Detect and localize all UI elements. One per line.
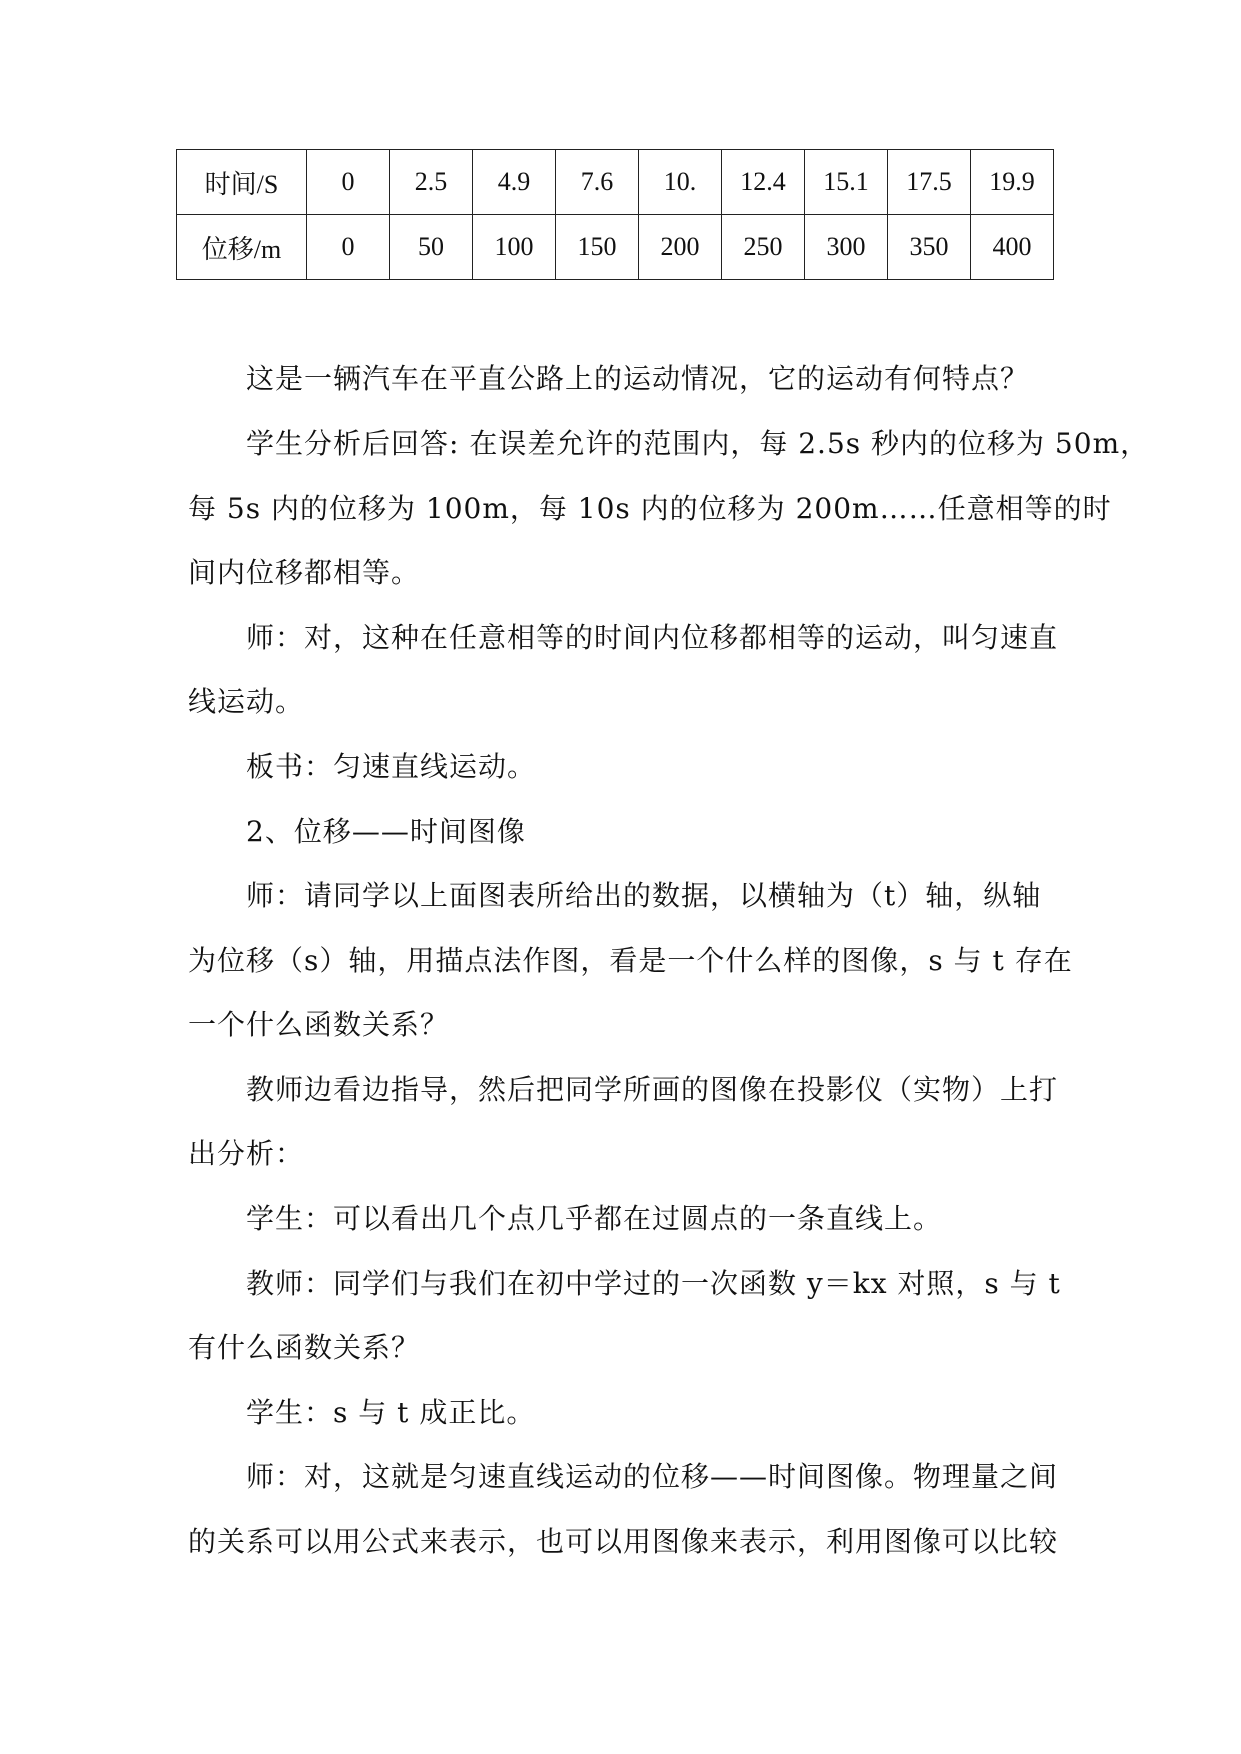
text-line: 板书：匀速直线运动。: [246, 750, 537, 783]
text-line: 师：对，这就是匀速直线运动的位移——时间图像。物理量之间: [246, 1460, 1059, 1493]
text-line: 师：对，这种在任意相等的时间内位移都相等的运动，叫匀速直: [246, 621, 1059, 654]
text-line: 每 5s 内的位移为 100m，每 10s 内的位移为 200m……任意相等的时: [188, 492, 1112, 525]
table-cell: 2.5: [390, 150, 473, 215]
table-cell: 250: [722, 215, 805, 280]
text-line: 教师：同学们与我们在初中学过的一次函数 y＝kx 对照，s 与 t: [246, 1267, 1061, 1300]
table-cell: 17.5: [888, 150, 971, 215]
table-cell: 50: [390, 215, 473, 280]
text-line: 师：请同学以上面图表所给出的数据，以横轴为（t）轴，纵轴: [246, 879, 1042, 912]
table-cell: 150: [556, 215, 639, 280]
text-line: 学生：s 与 t 成正比。: [246, 1396, 536, 1429]
table-cell: 300: [805, 215, 888, 280]
table-cell: 200: [639, 215, 722, 280]
table-cell: 100: [473, 215, 556, 280]
table-cell: 19.9: [971, 150, 1054, 215]
table-cell: 350: [888, 215, 971, 280]
text-line: 线运动。: [188, 685, 305, 718]
table-cell: 10.: [639, 150, 722, 215]
text-line: 为位移（s）轴，用描点法作图，看是一个什么样的图像，s 与 t 存在: [188, 944, 1073, 977]
text-line: 这是一辆汽车在平直公路上的运动情况，它的运动有何特点？: [246, 362, 1030, 395]
table-cell: 12.4: [722, 150, 805, 215]
table-row-header: 时间/S: [177, 150, 307, 215]
text-line: 学生：可以看出几个点几乎都在过圆点的一条直线上。: [246, 1202, 943, 1235]
text-line: 教师边看边指导，然后把同学所画的图像在投影仪（实物）上打: [246, 1073, 1059, 1106]
text-line: 出分析：: [188, 1137, 305, 1170]
text-line: 间内位移都相等。: [188, 556, 421, 589]
text-line: 的关系可以用公式来表示，也可以用图像来表示，利用图像可以比较: [188, 1525, 1059, 1558]
section-heading: 2、位移——时间图像: [246, 815, 526, 848]
table-row-displacement: [177, 215, 1054, 280]
table-cell: 400: [971, 215, 1054, 280]
table-row-header: 位移/m: [177, 215, 307, 280]
table-cell: 0: [307, 215, 390, 280]
text-line: 一个什么函数关系？: [188, 1008, 450, 1041]
table-cell: 15.1: [805, 150, 888, 215]
text-line: 学生分析后回答: 在误差允许的范围内，每 2.5s 秒内的位移为 50m，: [246, 427, 1150, 460]
table-cell: 0: [307, 150, 390, 215]
table-cell: 7.6: [556, 150, 639, 215]
table-cell: 4.9: [473, 150, 556, 215]
time-displacement-table: [176, 149, 1054, 280]
table-row-time: [177, 150, 1054, 215]
text-line: 有什么函数关系？: [188, 1331, 421, 1364]
